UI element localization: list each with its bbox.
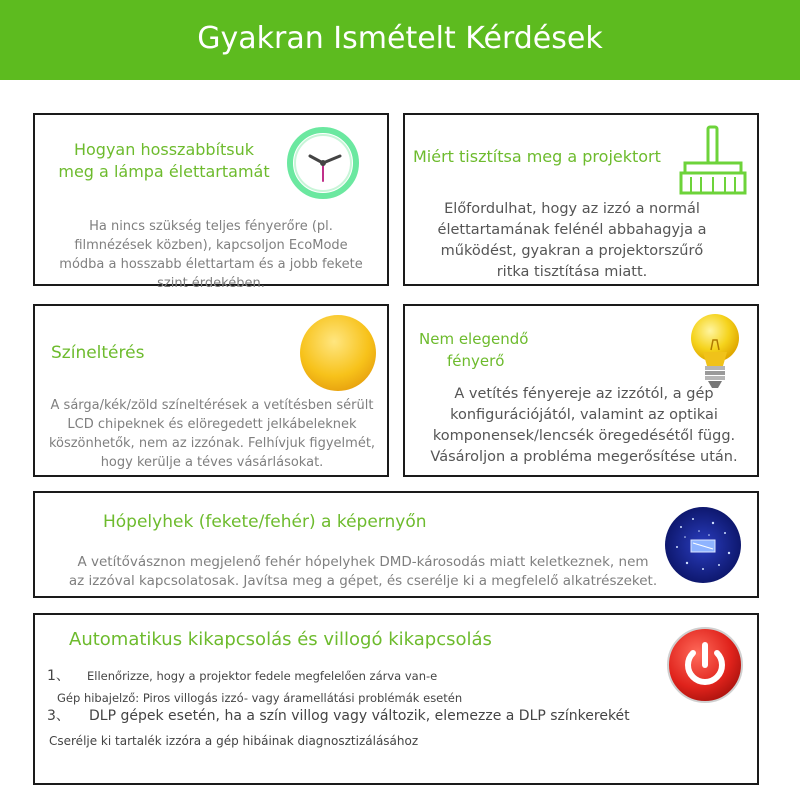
- card-title-line: fényerő: [447, 352, 505, 370]
- list-item-1: [47, 665, 437, 685]
- card-title: Hópelyhek (fekete/fehér) a képernyőn: [103, 512, 427, 532]
- card-body: [43, 553, 683, 591]
- card-body: A sárga/kék/zöld színeltérések a vetítésben sérült LCD chipeknek és elöregedett jelkábeleknek köszönhetők, nem az izzónak. Felhívjuk figyelmét, hogy kerülje a téves vásárlásokat.: [48, 398, 376, 470]
- card-color-deviation: [33, 304, 389, 477]
- card-body: Ha nincs szükség teljes fényerőre (pl. filmnézések közben), kapcsoljon EcoMode módba a hosszabb élettartam és a jobb fekete szint érdekében.: [59, 219, 363, 291]
- list-item-3: [47, 705, 630, 725]
- list-text: Cserélje ki tartalék izzóra a gép hibáinak diagnosztizálásához: [49, 734, 419, 748]
- list-text: DLP gépek esetén, ha a szín villog vagy változik, elemezze a DLP színkerekét: [89, 708, 630, 724]
- card-title: Miért tisztítsa meg a projektort: [413, 147, 661, 166]
- list-text: Ellenőrizze, hogy a projektor fedele megfelelően zárva van-e: [87, 669, 438, 683]
- sun-icon: [297, 312, 379, 394]
- card-snowflakes: [33, 491, 759, 598]
- card-body-line: A vetítővásznon megjelenő fehér hópelyhek DMD-károsodás miatt keletkeznek, nem: [77, 554, 649, 570]
- light-bulb-icon: [683, 310, 747, 392]
- power-icon: [665, 625, 745, 705]
- card-title: [49, 139, 279, 183]
- card-title: Automatikus kikapcsolás és villogó kikapcsolás: [69, 629, 492, 650]
- list-number: 3、: [47, 708, 70, 724]
- card-cleaning: [403, 113, 759, 286]
- card-title: [419, 328, 528, 372]
- card-brightness: [403, 304, 759, 477]
- card-lamp-life: [33, 113, 389, 291]
- card-title-line: meg a lámpa élettartamát: [58, 162, 270, 181]
- card-title: Színeltérés: [51, 343, 145, 363]
- card-title-line: Hogyan hosszabbítsuk: [73, 140, 255, 159]
- clock-icon: [283, 123, 363, 203]
- card-auto-shutdown: [33, 613, 759, 785]
- list-text: Gép hibajelző: Piros villogás izzó- vagy áramellátási problémák esetén: [57, 691, 463, 705]
- list-item-2: [57, 687, 462, 706]
- card-body-line: az izzóval kapcsolatosak. Javítsa meg a gépet, és cserélje ki a megfelelő alkatrészeket.: [68, 573, 658, 589]
- broom-icon: [675, 123, 751, 199]
- card-title-line: Nem elegendő: [419, 330, 529, 348]
- page-title: Gyakran Ismételt Kérdések: [197, 21, 603, 56]
- list-number: 1、: [47, 668, 70, 684]
- card-body: A vetítés fényereje az izzótól, a gép konfigurációjától, valamint az optikai komponensek/lencsék öregedésétől függ. Vásároljon a probléma megerősítése után.: [430, 386, 738, 465]
- page-header: [0, 0, 800, 80]
- list-item-4: [49, 730, 418, 749]
- card-body: Előfordulhat, hogy az izzó a normál élettartamának felénél abbahagyja a működést, gyakran a projektorszűrő ritka tisztítása miatt.: [437, 201, 707, 280]
